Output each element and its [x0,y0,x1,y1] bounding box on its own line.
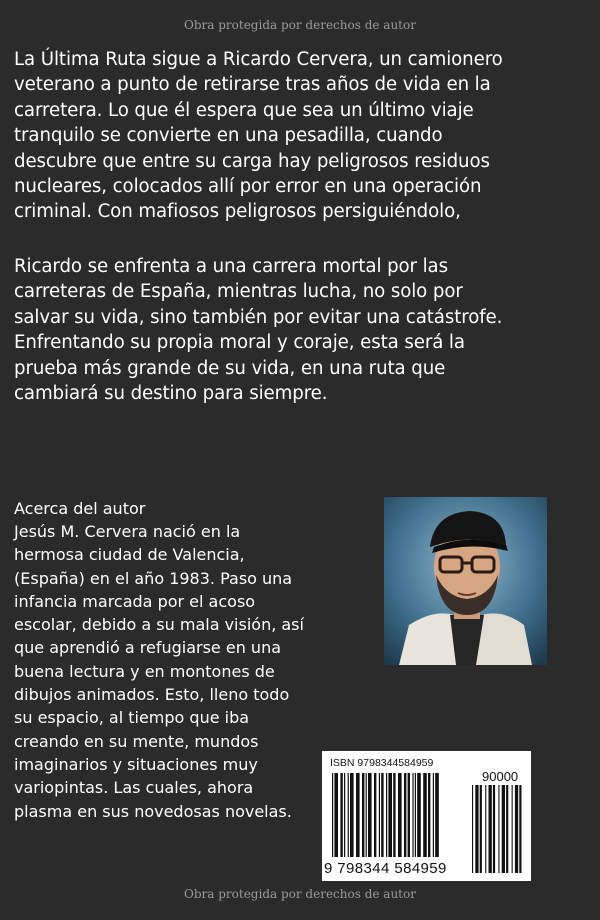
text-line: hermosa ciudad de Valencia, [14,545,245,565]
text-line: Enfrentando su propia moral y coraje, esta será la [14,332,465,354]
barcode-bar [381,773,383,857]
barcode-bar [366,773,367,857]
barcode-bar [415,773,416,857]
barcode-bar [350,773,354,857]
text-line: que aprendió a refugiarse en una [14,638,282,658]
watermark-bottom: Obra protegida por derechos de autor [184,887,416,901]
barcode-bar [423,773,427,857]
text-line: variopintas. Las cuales, ahora [14,778,254,798]
barcode-bar [393,773,395,857]
barcode-bar [379,773,380,857]
barcode-addon-bar [519,785,521,873]
barcode-bar [417,773,421,857]
barcode-bar [428,773,430,857]
barcode-bar [398,773,402,857]
isbn-barcode [322,751,531,881]
synopsis-paragraph-1 [14,47,589,225]
barcode-bar [408,773,410,857]
text-line: carretera. Lo que él espera que sea un último viaje [14,99,474,121]
text-line: su espacio, al tiempo que iba [14,708,250,728]
text-line: imaginarios y situaciones muy [14,754,258,774]
barcode-bar [344,773,345,857]
barcode-addon-bar [489,785,492,873]
barcode-bar [404,773,406,857]
barcode-bar [340,773,342,857]
text-line: cambiará su destino para siempre. [14,383,328,405]
text-line: nucleares, colocados allí por error en una operación [14,176,482,198]
text-line: Ricardo se enfrenta a una carrera mortal por las [14,256,448,277]
barcode-addon-bar [498,785,499,873]
text-line: descubre que entre su carga hay peligrosos residuos [14,150,490,172]
barcode-addon-bar [472,785,473,873]
barcode-bar [388,773,392,857]
barcode-bar [386,773,387,857]
text-line: infancia marcada por el acoso [14,591,256,611]
barcode-addon-bar [485,785,486,873]
text-line: escolar, debido a su mala visión, así [14,615,304,635]
text-line: plasma en sus novedosas novelas. [14,801,292,821]
barcode-bar [348,773,349,857]
text-line: prueba más grande de su vida, en una ruta que [14,357,446,379]
barcode-addon-bar [506,785,508,873]
barcode-bar [334,773,338,857]
text-line: Jesús M. Cervera nació en la [14,522,241,541]
author-photo [384,497,547,665]
text-line: buena lectura y en montones de [14,661,275,681]
text-line: carreteras de España, mientras lucha, no solo por [14,281,463,303]
text-line: (España) en el año 1983. Paso una [14,568,293,588]
barcode-addon-bar [512,785,513,873]
barcode-bar [435,773,439,857]
barcode-bar [433,773,434,857]
watermark-top: Obra protegida por derechos de autor [184,18,416,32]
barcode-bar [332,773,333,857]
barcode-digits: 9 798344 584959 [324,860,447,877]
text-line: salvar su vida, sino también por evitar una catástrofe. [14,306,503,328]
isbn-label: ISBN 9798344584959 [330,757,434,769]
barcode-bar [362,773,364,857]
barcode-addon-bar [493,785,495,873]
text-line: dibujos animados. Esto, lleno todo [14,685,290,705]
synopsis-paragraph-2 [14,254,589,406]
barcode-bar [374,773,376,857]
barcode-bar [412,773,413,857]
barcode-addon-bar [515,785,518,873]
text-line: creando en su mente, mundos [14,731,259,751]
barcode-addon-bar [480,785,482,873]
text-line: La Última Ruta sigue a Ricardo Cervera, un camionero [14,49,503,70]
about-author-body [14,520,314,823]
price-code: 90000 [482,769,519,784]
barcode-addon-bar [475,785,478,873]
barcode-addon-bar [502,785,505,873]
about-author-title: Acerca del autor [14,499,146,518]
barcode-bar [368,773,372,857]
text-line: tranquilo se convierte en una pesadilla, cuando [14,125,443,147]
barcode-bar [356,773,360,857]
text-line: criminal. Con mafiosos peligrosos persiguiéndolo, [14,201,461,223]
text-line: veterano a punto de retirarse tras años de vida en la [14,74,491,96]
